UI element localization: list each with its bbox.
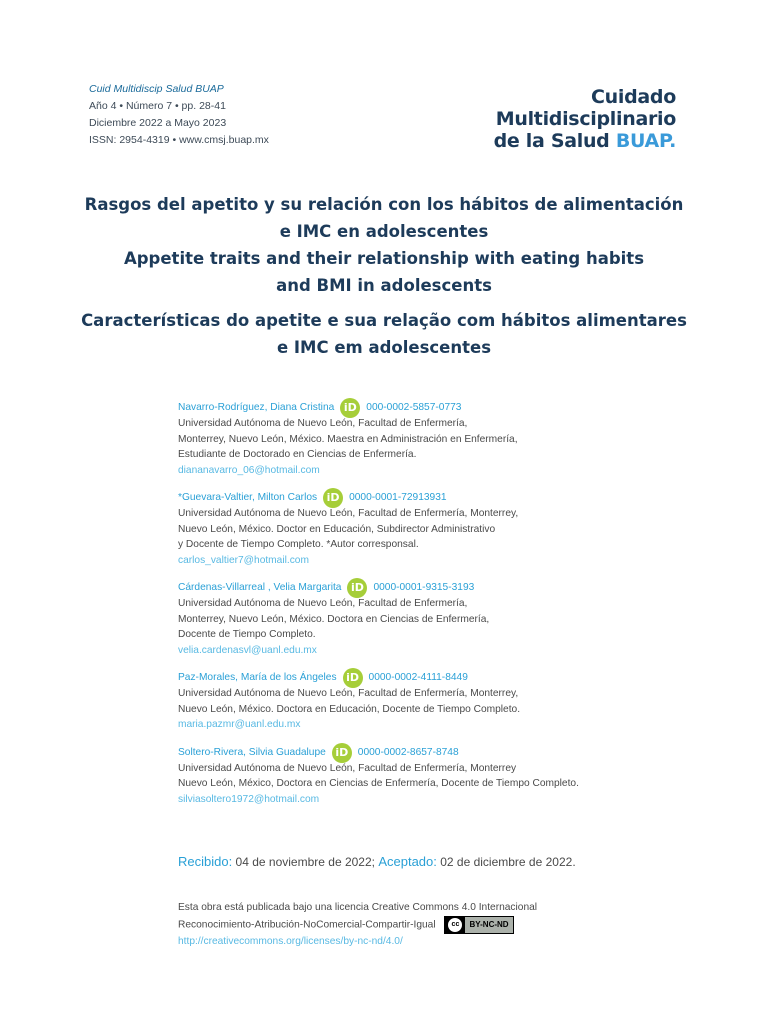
- author-name: Soltero-Rivera, Silvia Guadalupe: [178, 746, 326, 758]
- title-pt-2: e IMC em adolescentes: [276, 338, 492, 357]
- author-email[interactable]: velia.cardenasvl@uanl.edu.mx: [178, 644, 317, 656]
- author-email[interactable]: carlos_valtier7@hotmail.com: [178, 554, 309, 566]
- cc-icon: cc: [447, 917, 463, 933]
- title-es-1: Rasgos del apetito y su relación con los hábitos de alimentación: [84, 195, 684, 214]
- license-line-1: Esta obra está publicada bajo una licencia Creative Commons 4.0 Internacional: [178, 902, 538, 913]
- affiliation-line: Monterrey, Nuevo León, México. Doctora en Ciencias de Enfermería,: [178, 613, 490, 625]
- journal-issue: Año 4 • Número 7 • pp. 28-41: [89, 100, 226, 112]
- affiliation-line: y Docente de Tiempo Completo. *Autor corresponsal.: [178, 539, 419, 550]
- license-line-2: Reconocimiento-Atribución-NoComercial-Compartir-Igual cc BY-NC-ND: [178, 916, 537, 934]
- author-name: Navarro-Rodríguez, Diana Cristina: [178, 402, 335, 414]
- received-label: Recibido:: [178, 854, 233, 869]
- license-url[interactable]: http://creativecommons.org/licenses/by-nc-nd/4.0/: [178, 936, 403, 947]
- orcid-link[interactable]: 0000-0001-72913931: [349, 492, 447, 504]
- received-date: 04 de noviembre de 2022;: [235, 855, 375, 869]
- author-block: [178, 745, 618, 808]
- author-name: Cárdenas-Villarreal , Velia Margarita: [178, 582, 342, 594]
- accepted-label: Aceptado:: [378, 854, 437, 869]
- orcid-link[interactable]: 0000-0001-9315-3193: [373, 582, 475, 594]
- author-email[interactable]: maria.pazmr@uanl.edu.mx: [178, 719, 301, 730]
- affiliation-line: Universidad Autónoma de Nuevo León, Facultad de Enfermería,: [178, 418, 468, 429]
- orcid-link[interactable]: 000-0002-5857-0773: [366, 402, 462, 414]
- title-en-1: Appetite traits and their relationship with eating habits: [123, 249, 645, 268]
- journal-name: Cuid Multidiscip Salud BUAP: [89, 83, 224, 95]
- orcid-link[interactable]: 0000-0002-4111-8449: [368, 672, 468, 684]
- orcid-icon[interactable]: iD: [347, 578, 367, 598]
- cc-badge-text: BY-NC-ND: [465, 917, 512, 933]
- affiliation-line: Docente de Tiempo Completo.: [178, 629, 316, 640]
- affiliation-line: Monterrey, Nuevo León, México. Maestra en Administración en Enfermería,: [178, 433, 518, 445]
- accepted-date: 02 de diciembre de 2022.: [440, 855, 576, 869]
- author-list: [178, 400, 618, 819]
- author-block: [178, 670, 618, 733]
- journal-period: Diciembre 2022 a Mayo 2023: [89, 117, 227, 129]
- title-pt-1: Características do apetite e sua relação com hábitos alimentares: [81, 311, 687, 330]
- author-block: [178, 490, 618, 568]
- license-notice: [178, 900, 537, 950]
- author-block: [178, 580, 618, 658]
- author-email[interactable]: diananavarro_06@hotmail.com: [178, 464, 320, 476]
- journal-meta: [89, 81, 269, 149]
- journal-issn: ISSN: 2954-4319 • www.cmsj.buap.mx: [89, 134, 269, 146]
- article-dates: [178, 854, 576, 869]
- article-titles: [60, 191, 708, 361]
- title-es-2: e IMC en adolescentes: [279, 222, 489, 241]
- orcid-icon[interactable]: iD: [332, 743, 352, 763]
- orcid-link[interactable]: 0000-0002-8657-8748: [357, 746, 459, 758]
- author-block: [178, 400, 618, 478]
- affiliation-line: Universidad Autónoma de Nuevo León, Facultad de Enfermería,: [178, 598, 468, 609]
- journal-logo: [494, 86, 676, 152]
- affiliation-line: Estudiante de Doctorado en Ciencias de Enfermería.: [178, 449, 417, 460]
- orcid-icon[interactable]: iD: [343, 668, 363, 688]
- title-en-2: and BMI in adolescents: [276, 276, 492, 295]
- logo-buap: BUAP.: [615, 130, 676, 152]
- affiliation-line: Nuevo León, México, Doctora en Ciencias de Enfermería, Docente de Tiempo Completo.: [178, 778, 579, 789]
- orcid-icon[interactable]: iD: [323, 488, 343, 508]
- logo-line-3: de la Salud BUAP.: [493, 130, 676, 152]
- affiliation-line: Universidad Autónoma de Nuevo León, Facultad de Enfermería, Monterrey,: [178, 508, 519, 519]
- cc-license-badge[interactable]: [444, 916, 513, 934]
- affiliation-line: Nuevo León, México. Doctora en Educación, Docente de Tiempo Completo.: [178, 703, 521, 715]
- affiliation-line: Nuevo León, México. Doctor en Educación, Subdirector Administrativo: [178, 523, 496, 535]
- logo-line-2: Multidisciplinario: [495, 108, 676, 130]
- affiliation-line: Universidad Autónoma de Nuevo León, Facultad de Enfermería, Monterrey: [178, 762, 517, 774]
- author-name: *Guevara-Valtier, Milton Carlos: [178, 492, 318, 504]
- logo-line-1: Cuidado: [591, 86, 676, 108]
- author-email[interactable]: silviasoltero1972@hotmail.com: [178, 793, 320, 805]
- orcid-icon[interactable]: iD: [340, 398, 360, 418]
- author-name: Paz-Morales, María de los Ángeles: [178, 672, 337, 684]
- affiliation-line: Universidad Autónoma de Nuevo León, Facultad de Enfermería, Monterrey,: [178, 688, 519, 699]
